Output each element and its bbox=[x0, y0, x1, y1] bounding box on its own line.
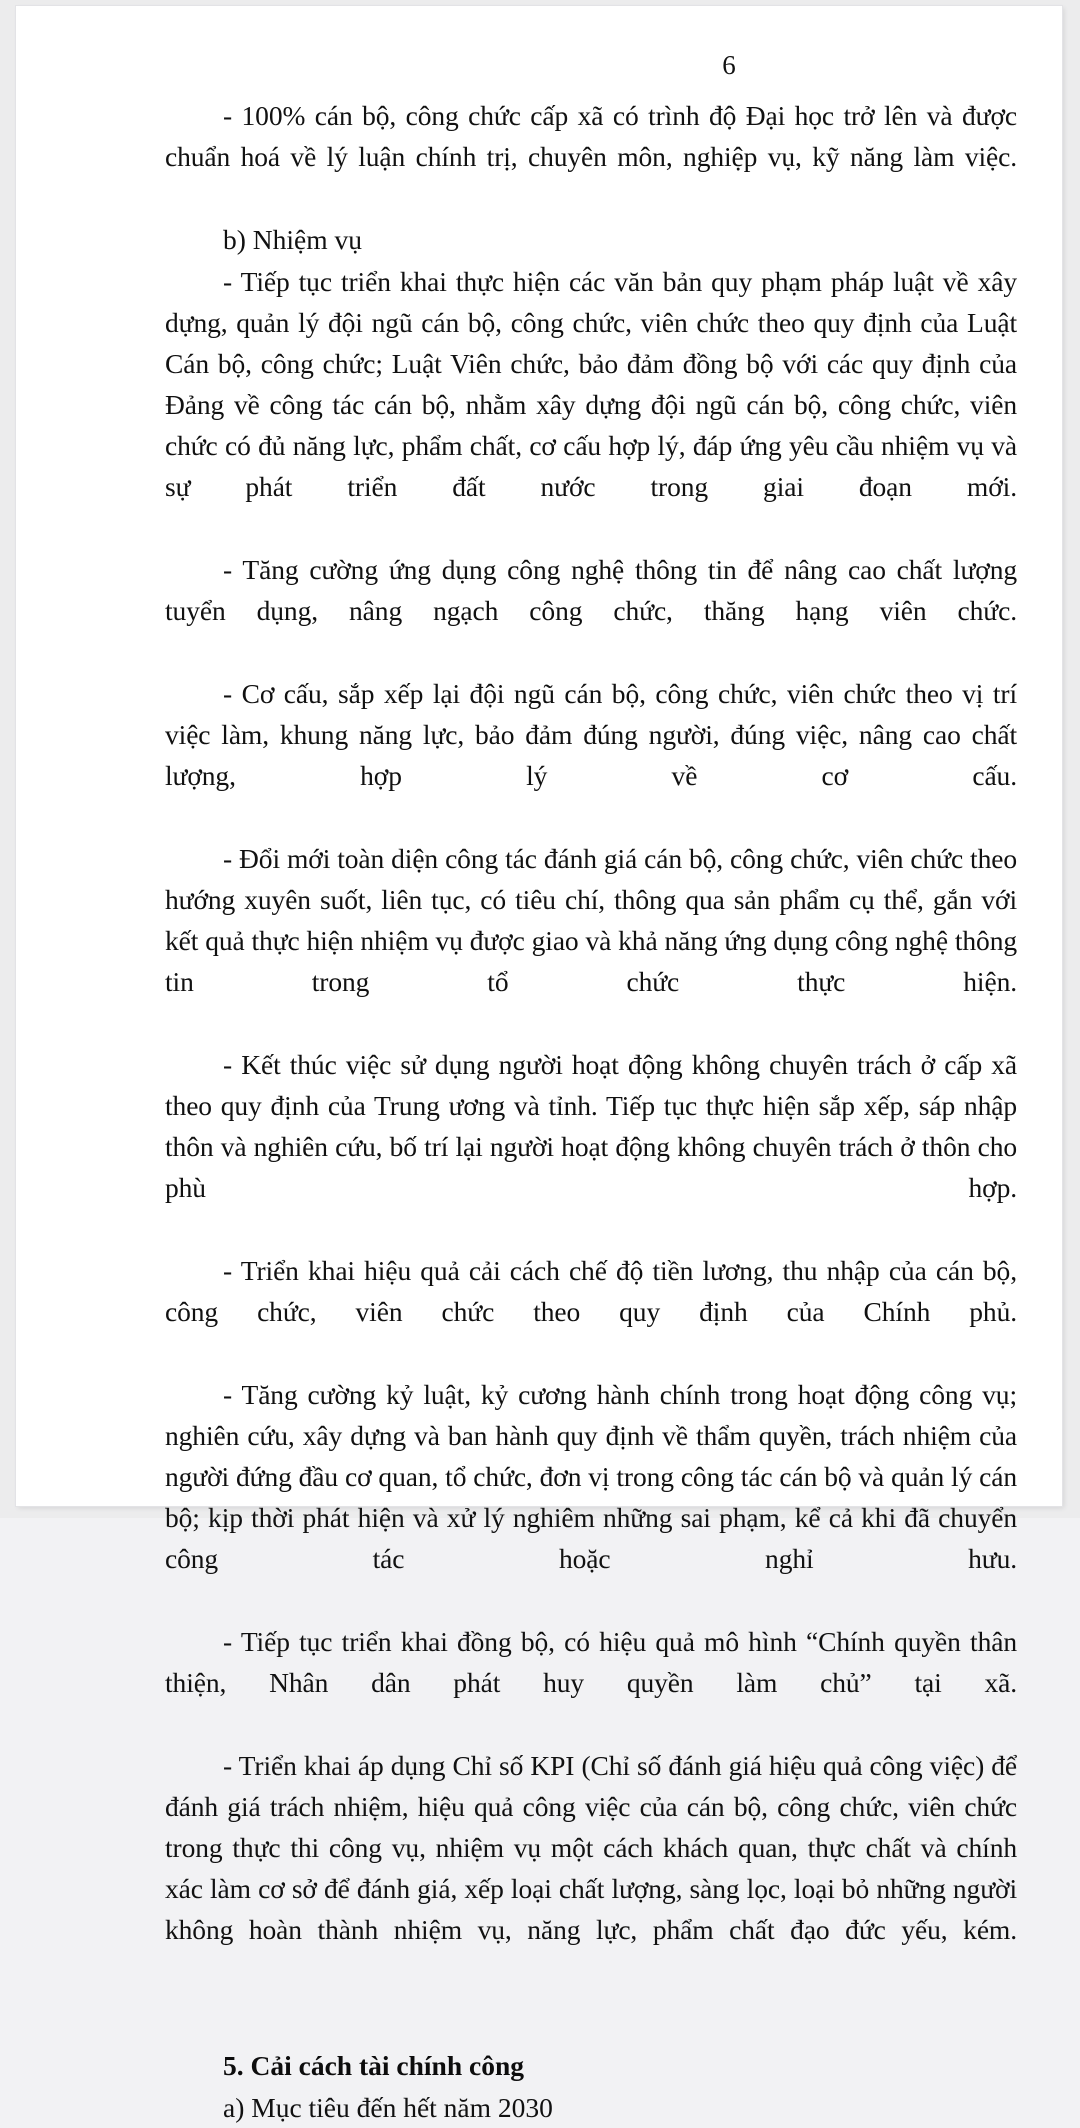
paragraph-muc-tieu-100: - 100% cán bộ, công chức cấp xã có trình độ Đại học trở lên và được chuẩn hoá về lý luận chính trị, chuyên môn, nghiệp vụ, kỹ năng làm việc. bbox=[165, 100, 1017, 172]
paragraph-tiep-tuc-trien-khai-vbqppl: - Tiếp tục triển khai thực hiện các văn bản quy phạm pháp luật về xây dựng, quản lý đội ngũ cán bộ, công chức, viên chức theo quy định của Luật Cán bộ, công chức; Luật Viên chức, bảo đảm đồng bộ với các quy định của Đảng về công tác cán bộ, nhằm xây dựng đội ngũ cán bộ, công chức, viên chức có đủ năng lực, phẩm chất, cơ cấu hợp lý, đáp ứng yêu cầu nhiệm vụ và sự phát triển đất nước trong giai đoạn mới. bbox=[165, 266, 1017, 502]
paragraph-cai-cach-tien-luong: - Triển khai hiệu quả cải cách chế độ tiền lương, thu nhập của cán bộ, công chức, viên chức theo quy định của Chính phủ. bbox=[165, 1255, 1017, 1327]
section-spacer bbox=[165, 1991, 1017, 2045]
paragraph-ket-thuc-khong-chuyen-trach: - Kết thúc việc sử dụng người hoạt động không chuyên trách ở cấp xã theo quy định của Trung ương và tỉnh. Tiếp tục thực hiện sắp xếp, sáp nhập thôn và nghiên cứu, bố trí lại người hoạt động không chuyên trách ở thôn cho phù hợp. bbox=[165, 1049, 1017, 1203]
paragraph-co-cau-sap-xep: - Cơ cấu, sắp xếp lại đội ngũ cán bộ, công chức, viên chức theo vị trí việc làm, khung năng lực, bảo đảm đúng người, đúng việc, nâng cao chất lượng, hợp lý về cơ cấu. bbox=[165, 678, 1017, 791]
paragraph-b-nhiem-vu: b) Nhiệm vụ bbox=[223, 224, 363, 255]
section-subheading-muc-tieu-2030: a) Mục tiêu đến hết năm 2030 bbox=[223, 2092, 553, 2123]
document-content-column bbox=[165, 52, 1017, 2128]
page-number: 6 bbox=[722, 50, 736, 80]
paragraph-doi-moi-danh-gia: - Đổi mới toàn diện công tác đánh giá cán bộ, công chức, viên chức theo hướng xuyên suốt, liên tục, có tiêu chí, thông qua sản phẩm cụ thể, gắn với kết quả thực hiện nhiệm vụ được giao và khả năng ứng dụng công nghệ thông tin trong tổ chức thực hiện. bbox=[165, 843, 1017, 997]
section-heading-cai-cach-tai-chinh-cong: 5. Cải cách tài chính công bbox=[223, 2050, 524, 2081]
paragraph-tang-cuong-ung-dung-cntt: - Tăng cường ứng dụng công nghệ thông tin để nâng cao chất lượng tuyển dụng, nâng ngạch công chức, thăng hạng viên chức. bbox=[165, 554, 1017, 626]
document-page bbox=[16, 6, 1062, 2123]
paragraph-tang-cuong-ky-luat: - Tăng cường kỷ luật, kỷ cương hành chính trong hoạt động công vụ; nghiên cứu, xây dựng và ban hành quy định về thẩm quyền, trách nhiệm của người đứng đầu cơ quan, tổ chức, đơn vị trong công tác cán bộ và quản lý cán bộ; kịp thời phát hiện và xử lý nghiêm những sai phạm, kể cả khi đã chuyển công tác hoặc nghỉ hưu. bbox=[165, 1379, 1017, 1574]
paragraph-chinh-quyen-than-thien: - Tiếp tục triển khai đồng bộ, có hiệu quả mô hình “Chính quyền thân thiện, Nhân dân phát huy quyền làm chủ” tại xã. bbox=[165, 1626, 1017, 1698]
paragraph-chi-so-kpi: - Triển khai áp dụng Chỉ số KPI (Chỉ số đánh giá hiệu quả công việc) để đánh giá trách nhiệm, hiệu quả công việc của cán bộ, công chức, viên chức trong thực thi công vụ, nhiệm vụ một cách khách quan, thực chất và chính xác làm cơ sở để đánh giá, xếp loại chất lượng, sàng lọc, loại bỏ những người không hoàn thành nhiệm vụ, năng lực, phẩm chất đạo đức yếu, kém. bbox=[165, 1750, 1017, 1945]
document-page-sheet bbox=[16, 6, 1062, 2123]
